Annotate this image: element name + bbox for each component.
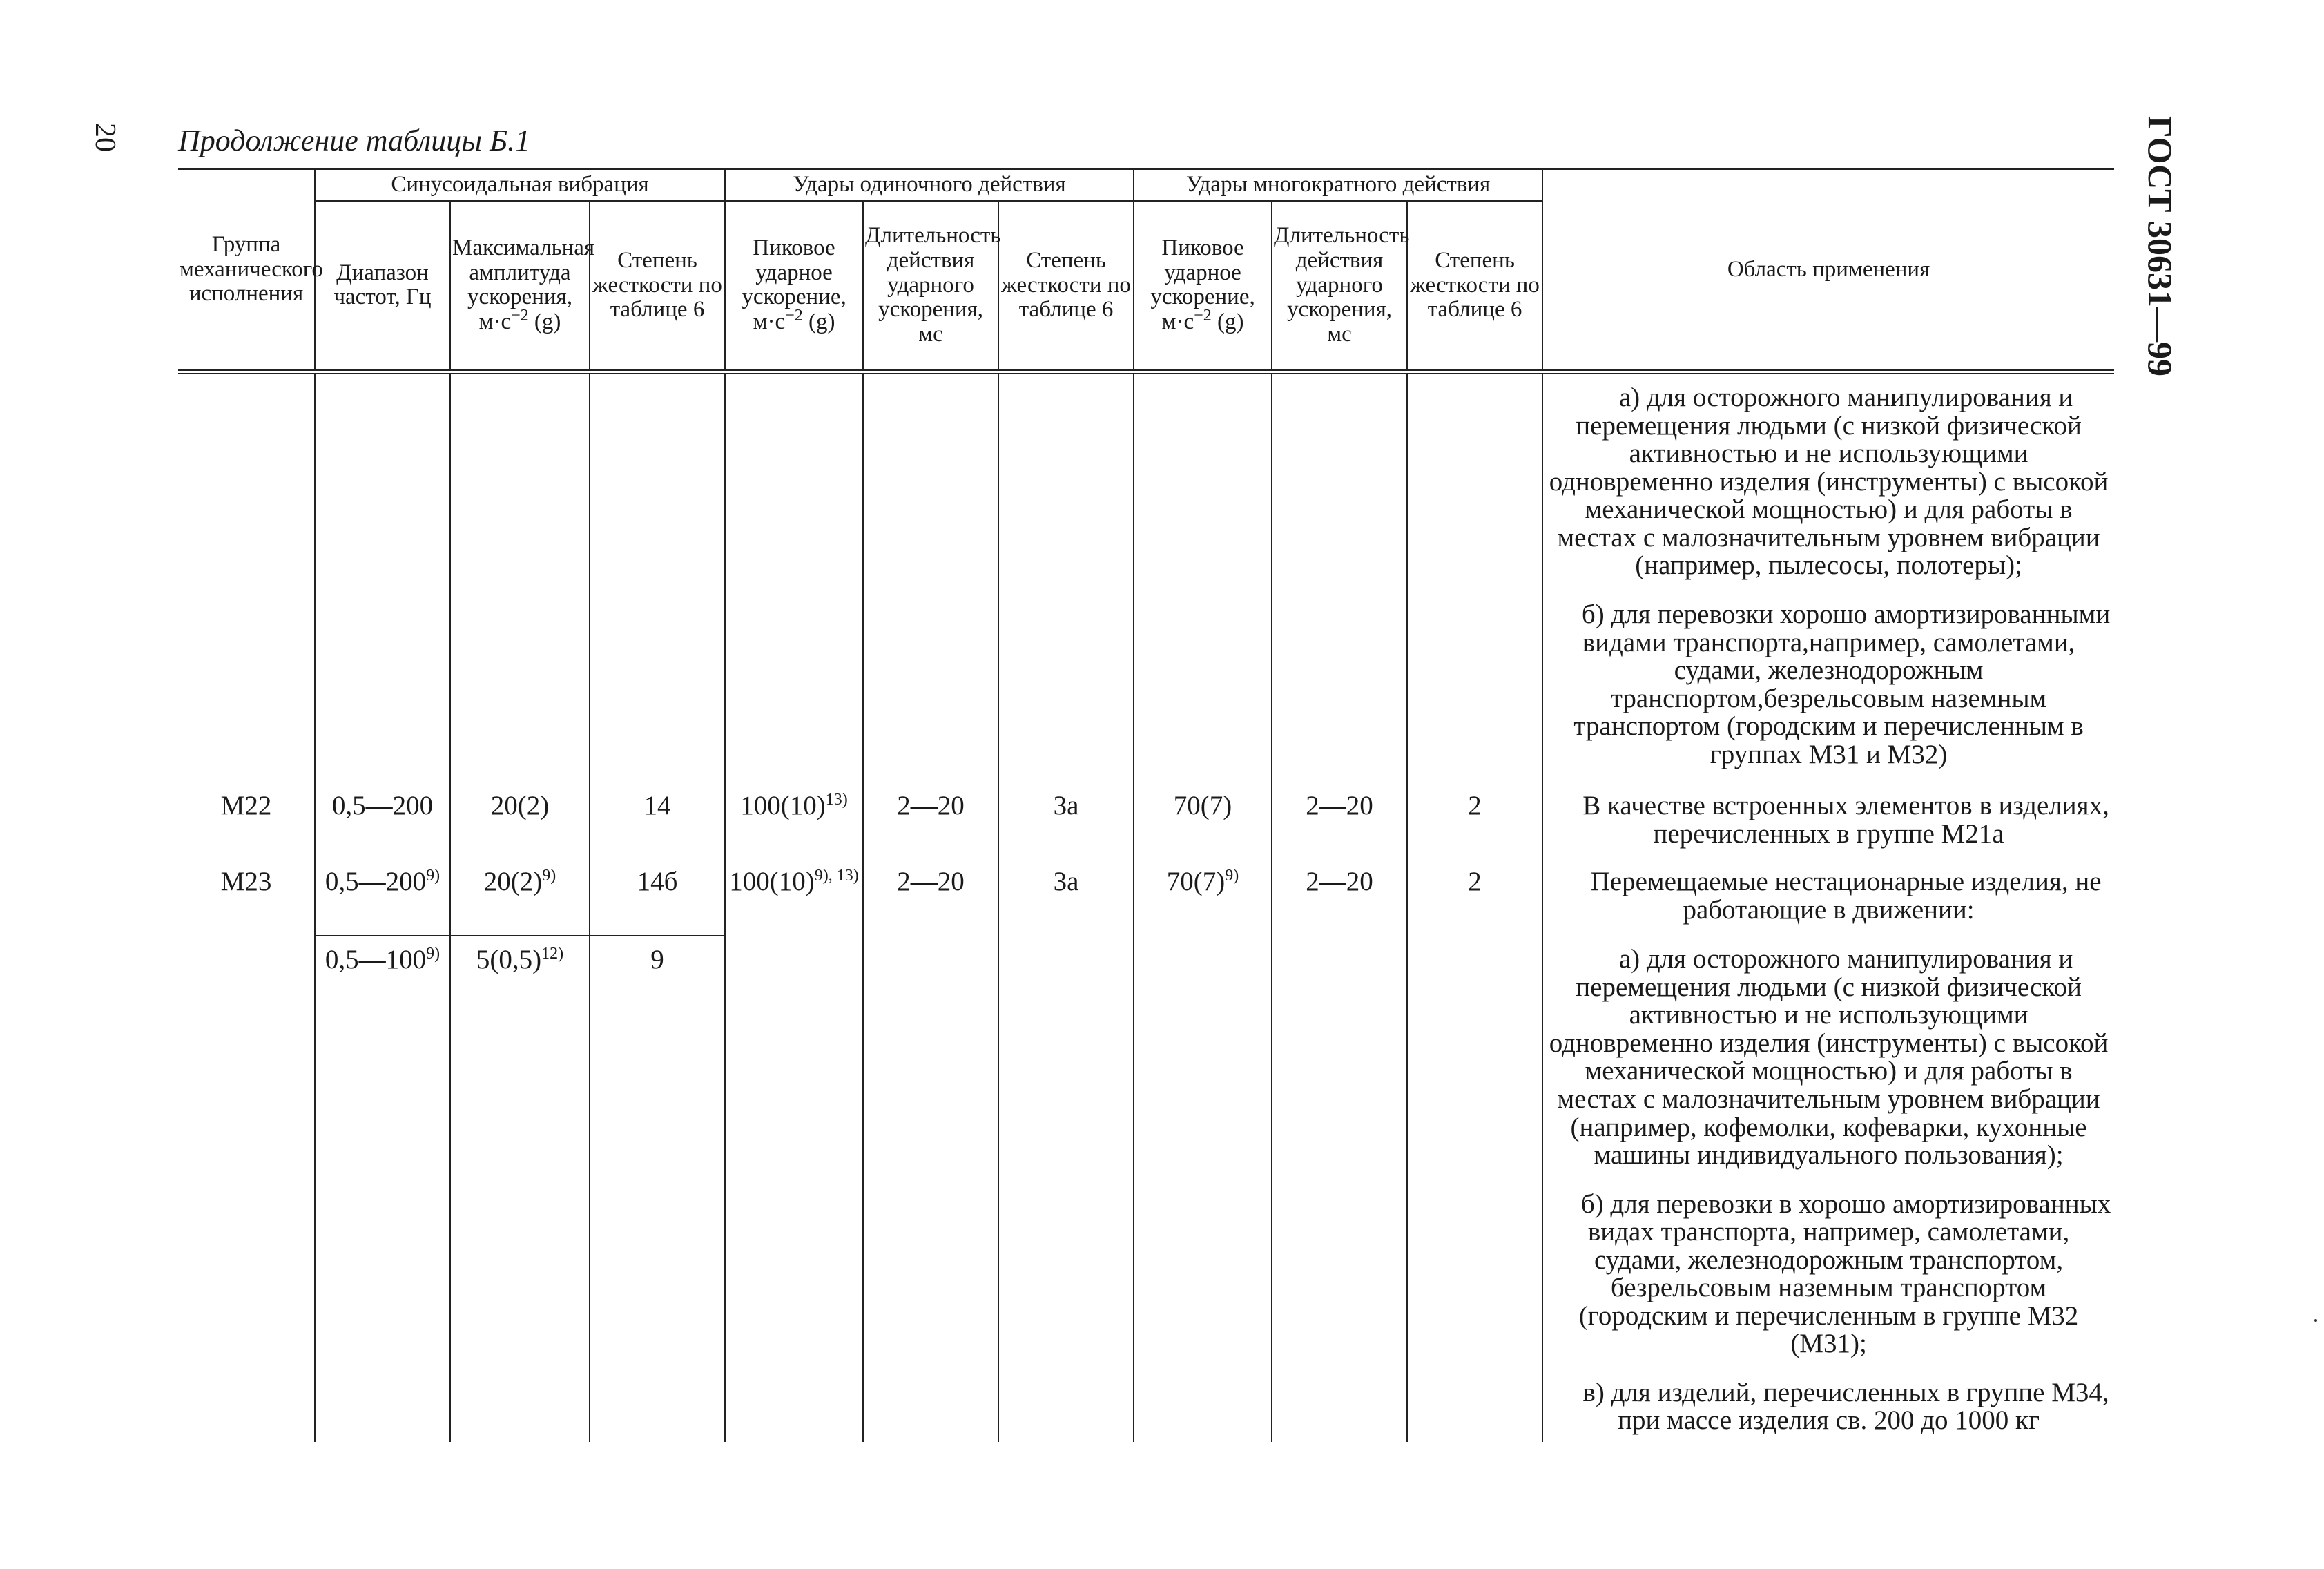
header-duration-single: Длительность действия ударного ускорения, мс [863, 201, 998, 372]
header-freq-range: Диапазон частот, Гц [315, 201, 450, 372]
application-area-cell: В качестве встроенных элементов в изделиях, перечисленных в группе М21а [1542, 782, 2114, 858]
header-multiple-shocks: Удары многократного действия [1134, 169, 1542, 201]
table-row: 0,5—100$^{9)}$ $5(0,5)^{12)}$ 9 а) для осторожного манипулирования и перемещения людьми (с низкой физической активностью и не использующими одновременно изделия (инструменты) с высокой механической мощностью) и для работы в местах с малозначительным уровнем вибрации (например, кофемолки, кофеварки, кухонные машины индивидуального пользования); б) для перевозки в хорошо амортизированных видах транспорта, например, самолетами, судами, железнодорожным транспортом, безрельсовым наземным транспортом (городским и перечисленным в группе М32 (М31); в) для изделий, перечисленных в группе М34, при массе изделия св. 200 до 1000 кг [178, 936, 2114, 1442]
standard-designation: ГОСТ 30631—99 [2141, 116, 2180, 377]
header-max-amplitude: Максимальная амплитуда ускорения, $м\cdot с^{-2}$ (g) [450, 201, 590, 372]
group-cell: М23 [220, 867, 272, 897]
application-area-cell: а) для осторожного манипулирования и перемещения людьми (с низкой физической активностью и не использующими одновременно изделия (инструменты) с высокой механической мощностью) и для работы в местах с малозначительным уровнем вибрации (например, пылесосы, полотеры); б) для перевозки хорошо амортизированными видами транспорта,например, самолетами, судами, железнодорожным транспортом,безрельсовым наземным транспортом (городским и перечисленным в группах М31 и М32) [1542, 372, 2114, 783]
table-row [178, 372, 2114, 783]
page-number: 20 [89, 123, 121, 152]
header-severity-multi: Степень жесткости по таблице 6 [1407, 201, 1542, 372]
header-group: Группа механического исполнения [178, 169, 315, 372]
header-peak-multi: Пиковое ударное ускорение, $м\cdot с^{-2}$ (g) [1134, 201, 1272, 372]
header-application-area: Область применения [1542, 169, 2114, 372]
table-continuation-title: Продолжение таблицы Б.1 [178, 124, 531, 157]
header-severity-single: Степень жесткости по таблице 6 [998, 201, 1134, 372]
speck-mark [2314, 1319, 2317, 1322]
header-single-shocks: Удары одиночного действия [725, 169, 1134, 201]
application-area-cell: а) для осторожного манипулирования и перемещения людьми (с низкой физической активностью и не использующими одновременно изделия (инструменты) с высокой механической мощностью) и для работы в местах с малозначительным уровнем вибрации (например, кофемолки, кофеварки, кухонные машины индивидуального пользования); б) для перевозки в хорошо амортизированных видах транспорта, например, самолетами, судами, железнодорожным транспортом, безрельсовым наземным транспортом (городским и перечисленным в группе М32 (М31); в) для изделий, перечисленных в группе М34, при массе изделия св. 200 до 1000 кг [1542, 936, 2114, 1442]
application-area-cell: Перемещаемые нестационарные изделия, не работающие в движении: [1542, 858, 2114, 936]
requirements-table [178, 168, 2114, 1442]
table-row: М22 0,5—200 20(2) 14 $100(10)^{13)}$ 2—20 3а 70(7) 2—20 2 В качестве встроенных элементов в изделиях, перечисленных в группе М21а [178, 782, 2114, 858]
header-sinusoidal-vibration: Синусоидальная вибрация [315, 169, 725, 201]
table-row: М23 0,5—200$^{9)}$ $20(2)^{9)}$ 14б $100(10)^{9), 13)}$ 2—20 3а $70(7)^{9)}$ 2—20 2 Перемещаемые нестационарные изделия, не работающие в движении: [178, 858, 2114, 936]
table-header [178, 169, 2114, 372]
group-cell: М22 [220, 791, 272, 821]
header-duration-multi: Длительность действия ударного ускорения, мс [1272, 201, 1407, 372]
header-peak-single: Пиковое ударное ускорение, $м\cdot с^{-2}$ (g) [725, 201, 863, 372]
header-severity-sinus: Степень жесткости по таблице 6 [590, 201, 725, 372]
